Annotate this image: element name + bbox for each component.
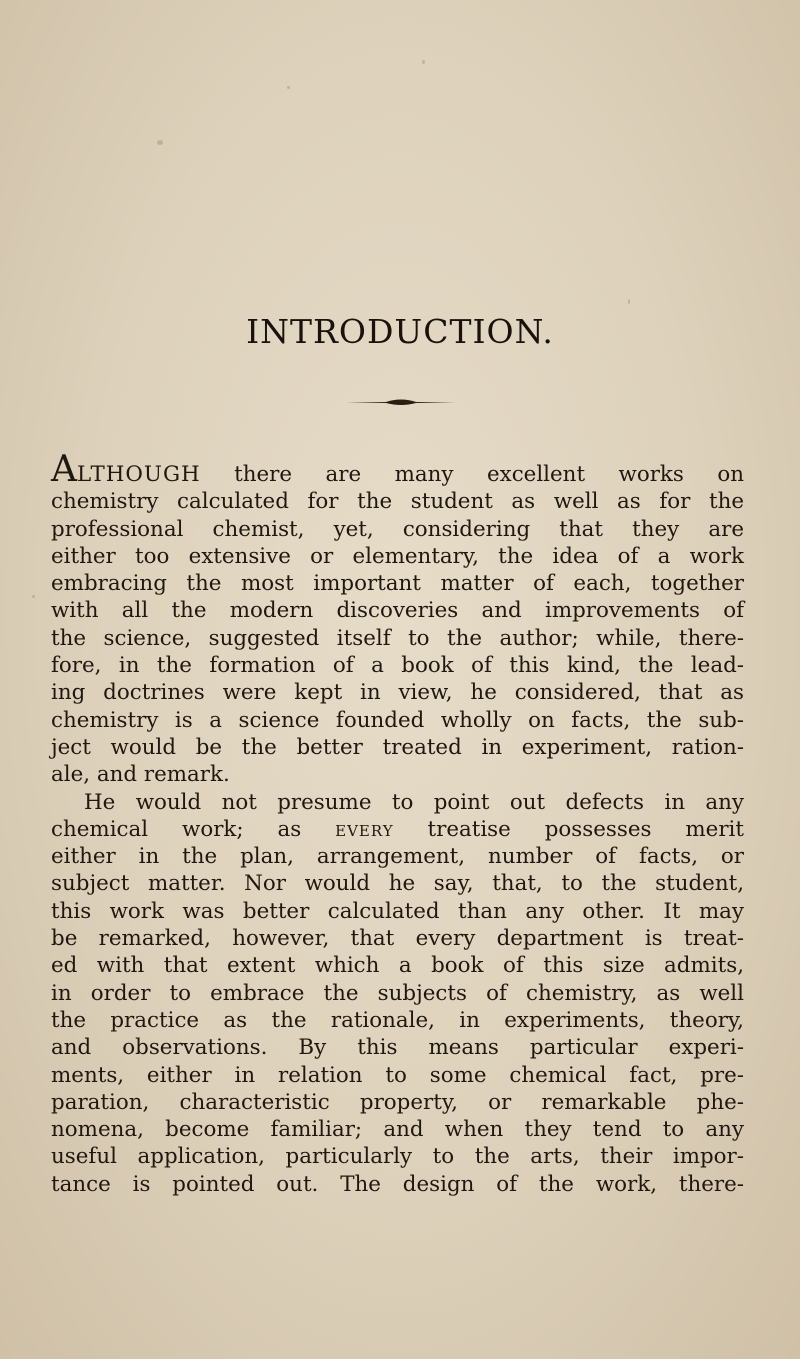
text-line: tance is pointed out. The design of the work, there- bbox=[51, 1171, 744, 1197]
paragraph-2-line-1: He would not presume to point out defects in any bbox=[84, 789, 744, 815]
text-line: fore, in the formation of a book of this kind, the lead- bbox=[51, 653, 744, 679]
paper-speck bbox=[287, 86, 290, 89]
small-caps-word: every bbox=[335, 816, 394, 842]
text-line: chemistry calculated for the student as well as for the bbox=[51, 489, 744, 515]
text-line: ject would be the better treated in experiment, ration- bbox=[51, 734, 744, 760]
text-line: professional chemist, yet, considering that they are bbox=[51, 516, 744, 542]
text-line: the science, suggested itself to the author; while, there- bbox=[51, 625, 744, 651]
line-part: chemical work; as bbox=[51, 816, 336, 842]
line-part: treatise possesses merit bbox=[393, 816, 744, 842]
paper-speck bbox=[628, 299, 630, 304]
text-line: be remarked, however, that every department is treat- bbox=[51, 926, 744, 952]
text-line: this work was better calculated than any other. It may bbox=[51, 898, 744, 924]
paragraph-2-line-2 bbox=[51, 816, 744, 843]
paper-speck bbox=[32, 595, 35, 598]
text-line: either in the plan, arrangement, number of facts, or bbox=[51, 844, 744, 870]
text-line: embracing the most important matter of each, together bbox=[51, 571, 744, 597]
text-line: ing doctrines were kept in view, he considered, that as bbox=[51, 680, 744, 706]
ornament-rule-icon bbox=[346, 396, 456, 408]
body-text bbox=[51, 449, 744, 1198]
text-line: ments, either in relation to some chemical fact, pre- bbox=[51, 1062, 744, 1088]
text-line: the practice as the rationale, in experiments, theory, bbox=[51, 1007, 744, 1033]
page-title: INTRODUCTION. bbox=[246, 312, 554, 351]
text-line: with all the modern discoveries and improvements of bbox=[51, 598, 744, 624]
text-line: useful application, particularly to the arts, their impor- bbox=[51, 1144, 744, 1170]
text-line: paration, characteristic property, or remarkable phe- bbox=[51, 1089, 744, 1115]
text-line: subject matter. Nor would he say, that, to the student, bbox=[51, 871, 744, 897]
paper-speck bbox=[422, 60, 425, 64]
text-line: chemistry is a science founded wholly on facts, the sub- bbox=[51, 707, 744, 733]
lead-small-caps: LTHOUGH bbox=[77, 462, 201, 487]
text-line: and observations. By this means particular experi- bbox=[51, 1035, 744, 1061]
text-line: ed with that extent which a book of this size admits, bbox=[51, 953, 744, 979]
drop-cap: A bbox=[51, 449, 77, 490]
text-line: ale, and remark. bbox=[51, 762, 230, 788]
text-line: either too extensive or elementary, the idea of a work bbox=[51, 543, 744, 569]
paragraph-1-line-1 bbox=[51, 449, 744, 490]
first-line-rest: there are many excellent works on bbox=[200, 462, 744, 487]
text-line: in order to embrace the subjects of chemistry, as well bbox=[51, 980, 744, 1006]
text-line: nomena, become familiar; and when they tend to any bbox=[51, 1117, 744, 1143]
paper-speck bbox=[157, 140, 163, 145]
